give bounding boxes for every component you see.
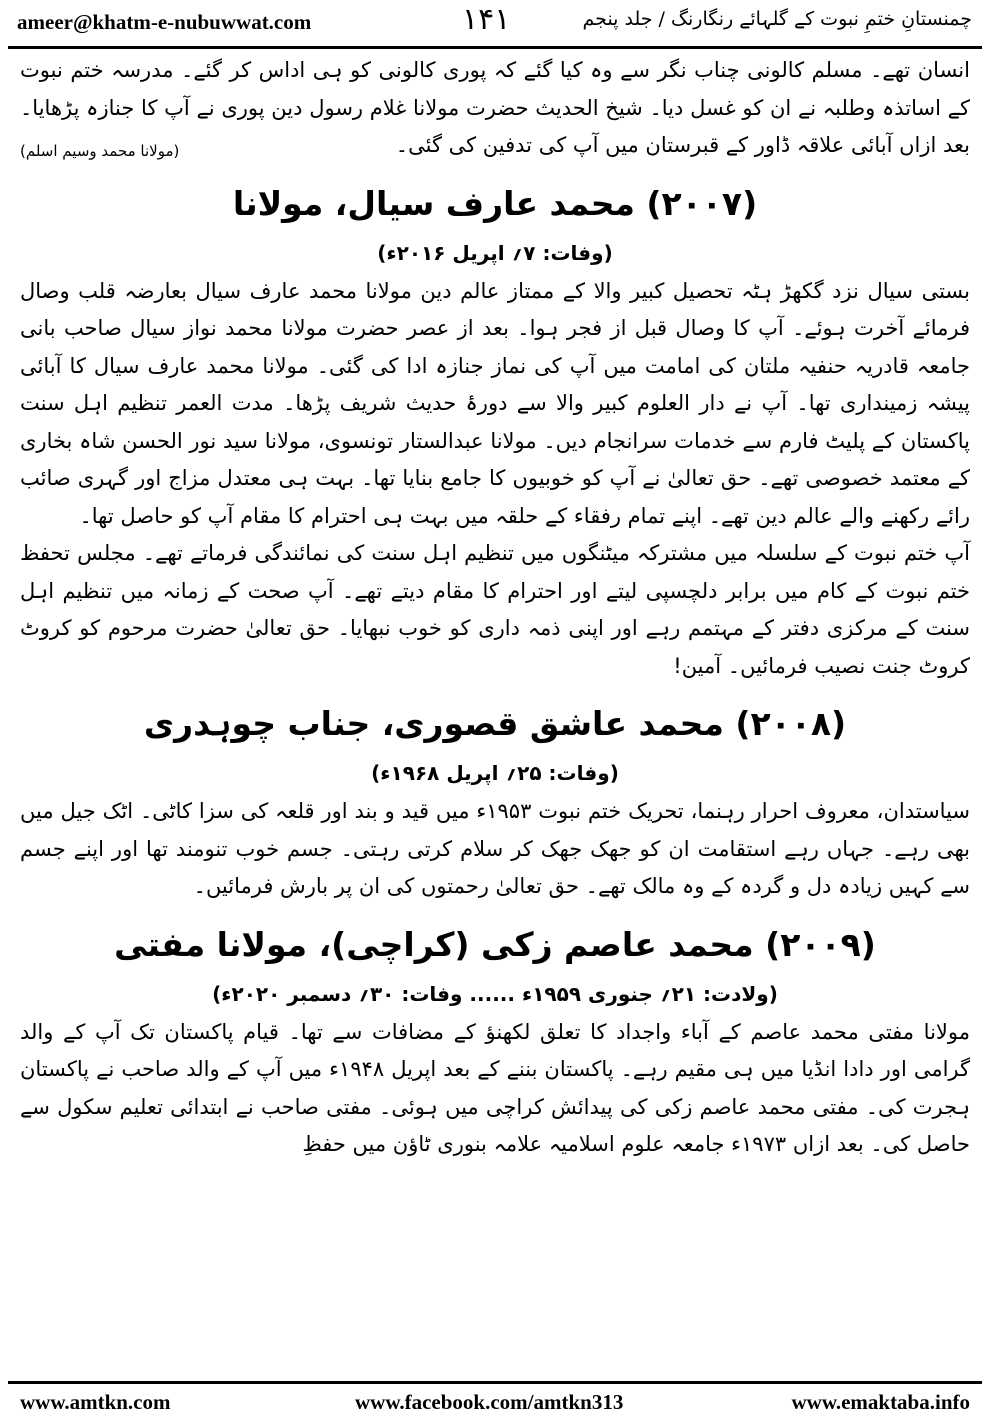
entry-paragraph: بستی سیال نزد گکھڑ ہٹہ تحصیل کبیر والا کے ممتاز عالم دین مولانا محمد عارف سیال بعارضہ قلب وصال فرمائے آخرت ہوئے۔ آپ کا وصال قبل از فجر ہوا۔ بعد از عصر حضرت مولانا محمد نواز سیال صاحب بانی جامعہ قادریہ حنفیہ ملتان کی امامت میں آپ کی نماز جنازہ ادا کی گئی۔ مولانا محمد عارف سیال کا آبائی پیشہ زمینداری تھا۔ آپ نے دار العلوم کبیر والا سے دورۂ حدیث شریف پڑھا۔ مدت العمر تنظیم اہل سنت پاکستان کے پلیٹ فارم سے خدمات سرانجام دیں۔ مولانا عبدالستار تونسوی، مولانا سید نور الحسن شاہ بخاری کے معتمد خصوصی تھے۔ حق تعالیٰ نے آپ کو خوبیوں کا جامع بنایا تھا۔ بہت ہی معتدل مزاج اور گہری صائب رائے رکھنے والے عالم دین تھے۔ اپنے تمام رفقاء کے حلقہ میں بہت ہی احترام کا مقام آپ کو حاصل تھا۔ bbox=[20, 278, 970, 528]
header-email: ameer@khatm-e-nubuwwat.com bbox=[17, 10, 312, 34]
intro-credit: (مولانا محمد وسیم اسلم) bbox=[20, 141, 180, 160]
entry-2009 bbox=[20, 920, 970, 1164]
book-title: چمنستانِ ختمِ نبوت کے گلہائے رنگارنگ / جلد پنجم bbox=[582, 8, 972, 30]
entry-heading: (۲۰۰۷) محمد عارف سیال، مولانا bbox=[232, 183, 758, 223]
entry-2008 bbox=[20, 699, 970, 906]
entry-dates: (ولادت: ۲۱؍ جنوری ۱۹۵۹ء ...... وفات: ۳۰؍ دسمبر ۲۰۲۰ء) bbox=[212, 981, 778, 1006]
footer-link-emaktaba[interactable]: www.emaktaba.info bbox=[791, 1390, 970, 1414]
entry-paragraph: آپ ختم نبوت کے سلسلہ میں مشترکہ میٹنگوں میں تنظیم اہل سنت کی نمائندگی فرماتے تھے۔ مجلس تحفظ ختم نبوت کے کام میں برابر دلچسپی لیتے اور احترام کا مقام دیتے تھے۔ آپ صحت کے زمانہ میں تنظیم اہل سنت کے مرکزی دفتر کے مہتمم رہے اور اپنی ذمہ داری کو خوب نبھایا۔ حق تعالیٰ حضرت مرحوم کو کروٹ کروٹ جنت نصیب فرمائیں۔ آمین! bbox=[20, 541, 970, 678]
entry-heading: (۲۰۰۹) محمد عاصم زکی (کراچی)، مولانا مفتی bbox=[114, 924, 876, 964]
entry-dates: (وفات: ۲۵؍ اپریل ۱۹۶۸ء) bbox=[371, 761, 619, 785]
entry-heading: (۲۰۰۸) محمد عاشق قصوری، جناب چوہدری bbox=[143, 704, 847, 743]
entry-paragraph: مولانا مفتی محمد عاصم کے آباء واجداد کا تعلق لکھنؤ کے مضافات سے تھا۔ قیام پاکستان تک آپ کے والد گرامی اور دادا انڈیا میں ہی مقیم رہے۔ پاکستان بننے کے بعد اپریل ۱۹۴۸ء میں آپ کے والد صاحب نے پاکستان ہجرت کی۔ مفتی محمد عاصم زکی کی پیدائش کراچی میں ہوئی۔ مفتی صاحب نے ابتدائی تعلیم سکول سے حاصل کی۔ بعد ازاں ۱۹۷۳ء جامعہ علوم اسلامیہ علامہ بنوری ٹاؤن میں حفظِ bbox=[20, 1019, 970, 1156]
footer-link-amtkn[interactable]: www.amtkn.com bbox=[20, 1390, 171, 1414]
page-header bbox=[0, 0, 990, 46]
footer-link-facebook[interactable]: www.facebook.com/amtkn313 bbox=[355, 1390, 624, 1414]
page-body bbox=[20, 52, 970, 1164]
page-number: ۱۴۱ bbox=[462, 2, 511, 37]
entry-2007 bbox=[20, 179, 970, 686]
page-footer bbox=[0, 1384, 990, 1420]
header-divider bbox=[8, 46, 982, 49]
entry-dates: (وفات: ۷؍ اپریل ۲۰۱۶ء) bbox=[377, 240, 613, 265]
entry-paragraph: سیاستدان، معروف احرار رہنما، تحریک ختم نبوت ۱۹۵۳ء میں قید و بند اور قلعہ کی سزا کاٹی۔ اٹک جیل میں بھی رہے۔ جہاں رہے استقامت ان کو جھک جھک کر سلام کرتی رہتی۔ جسم خوب تنومند تھا اور اپنے جسم سے کہیں زیادہ دل و گردہ کے وہ مالک تھے۔ حق تعالیٰ رحمتوں کی ان پر بارش فرمائیں۔ bbox=[20, 799, 971, 898]
intro-paragraph: انسان تھے۔ مسلم کالونی چناب نگر سے وہ کیا گئے کہ پوری کالونی کو ہی اداس کر گئے۔ مدرسہ ختم نبوت کے اساتذہ وطلبہ نے ان کو غسل دیا۔ شیخ الحدیث حضرت مولانا غلام رسول دین پوری نے آپ کا جنازہ پڑھایا۔ بعد ازاں آبائی علاقہ ڈاور کے قبرستان میں آپ کی تدفین کی گئی۔ bbox=[20, 58, 970, 157]
